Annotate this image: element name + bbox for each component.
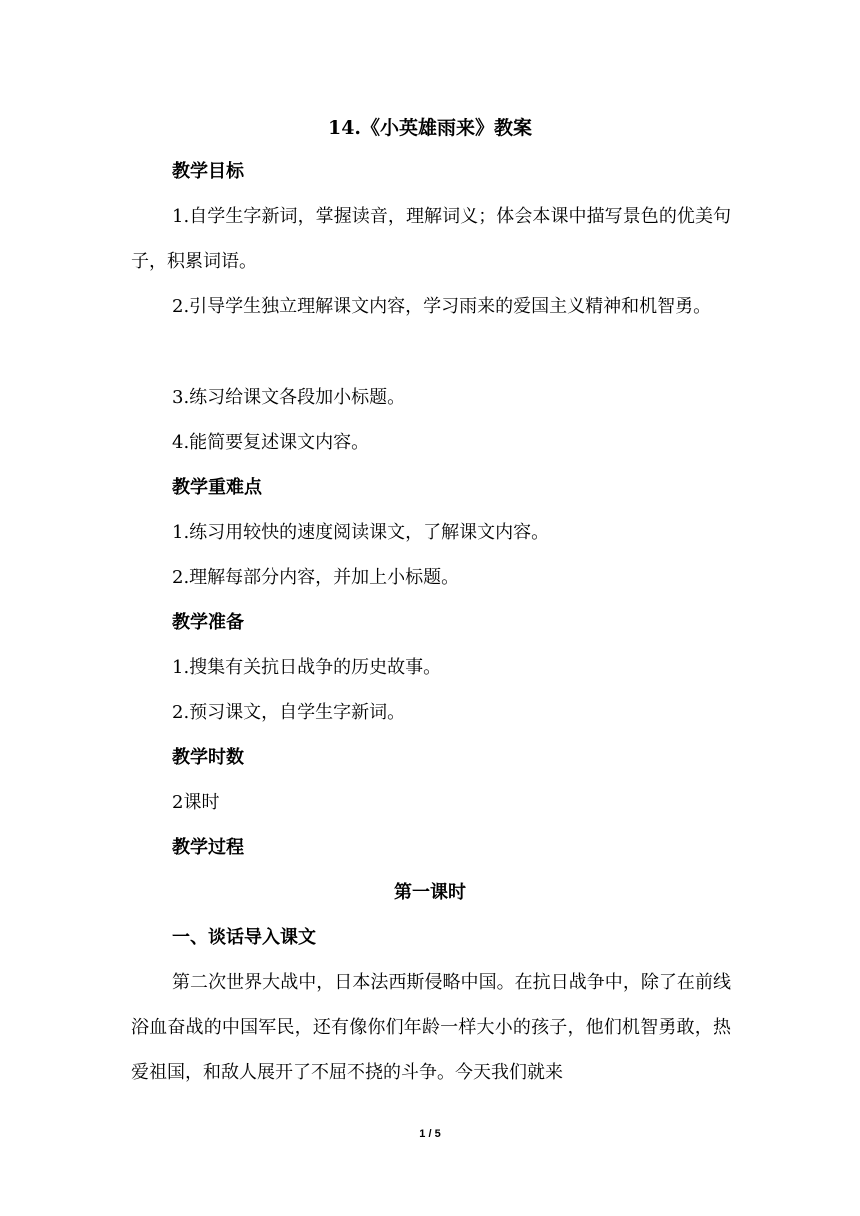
section-heading-process: 教学过程: [172, 837, 244, 858]
goal-item-2: 2.引导学生独立理解课文内容，学习雨来的爱国主义精神和机智勇。: [172, 296, 712, 317]
preparation-item-2: 2.预习课文，自学生字新词。: [172, 702, 406, 723]
goal-item-3: 3.练习给课文各段加小标题。: [172, 387, 406, 408]
goal-item-1: 1.自学生字新词，掌握读音，理解词义；体会本课中描写景色的优美句子，积累词语。: [131, 206, 731, 272]
section-heading-key-points: 教学重难点: [172, 477, 262, 498]
hours-value: 2课时: [172, 792, 220, 813]
step1-heading: 一、谈话导入课文: [172, 927, 316, 948]
lesson-heading: 第一课时: [394, 882, 466, 903]
step1-paragraph: 第二次世界大战中，日本法西斯侵略中国。在抗日战争中，除了在前线浴血奋战的中国军民，还有像你们年龄一样大小的孩子，他们机智勇敢，热爱祖国，和敌人展开了不屈不挠的斗争。今天我们就来: [131, 972, 731, 1083]
page-number: 1 / 5: [419, 1128, 441, 1140]
section-heading-preparation: 教学准备: [172, 612, 244, 633]
section-heading-goals: 教学目标: [172, 161, 244, 182]
preparation-item-1: 1.搜集有关抗日战争的历史故事。: [172, 657, 442, 678]
goal-item-4: 4.能简要复述课文内容。: [172, 432, 370, 453]
section-heading-hours: 教学时数: [172, 747, 244, 768]
document-title: 14.《小英雄雨来》教案: [327, 117, 533, 139]
key-point-item-2: 2.理解每部分内容，并加上小标题。: [172, 567, 460, 588]
key-point-item-1: 1.练习用较快的速度阅读课文，了解课文内容。: [172, 522, 550, 543]
